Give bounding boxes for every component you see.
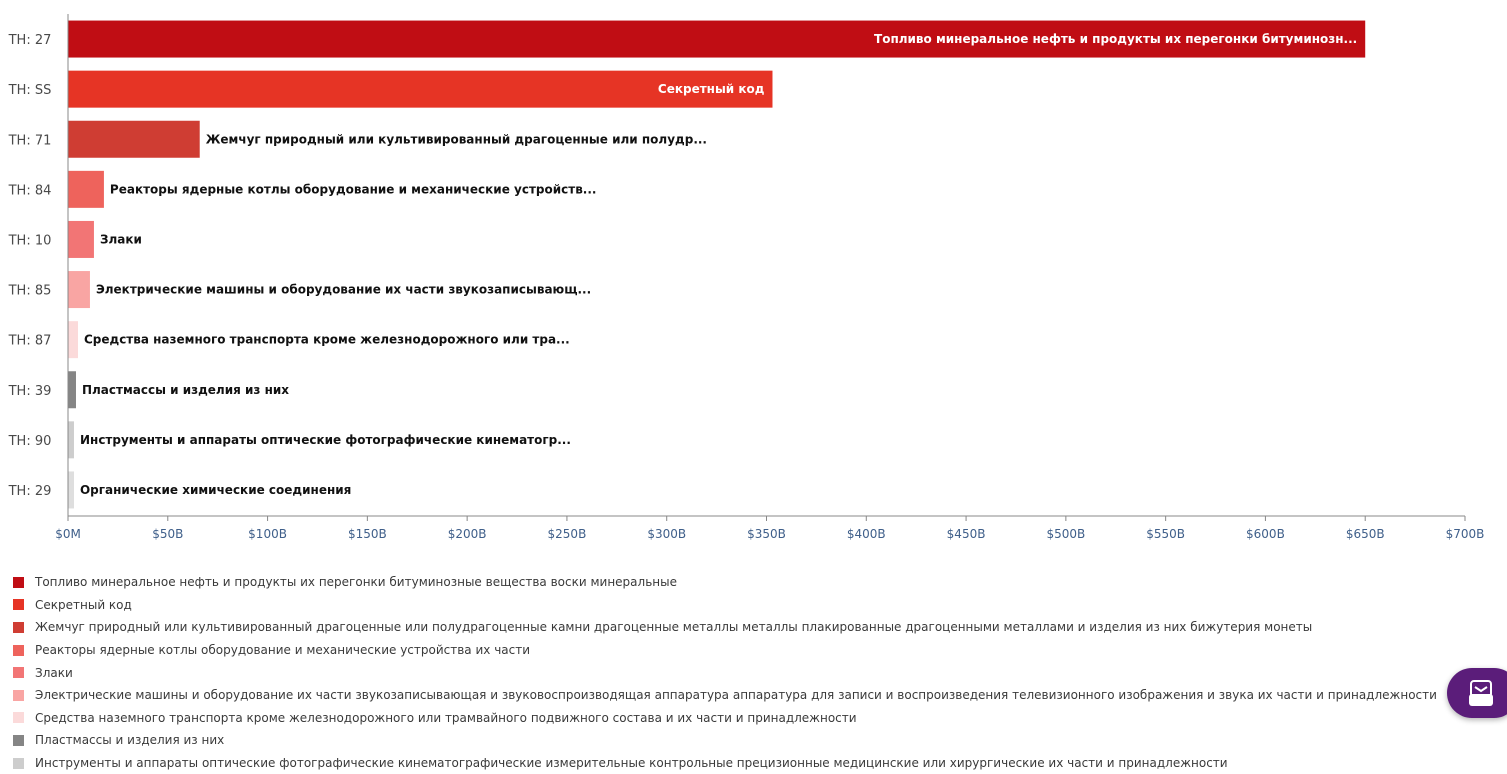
y-tick-label: TH: 87 — [8, 333, 52, 349]
bar-4[interactable] — [68, 171, 104, 208]
legend-label: Инструменты и аппараты оптические фотографические кинематографические измерительные контрольные прецизионные медицинские или хирургические их части и принадлежности — [35, 756, 1228, 771]
legend-item[interactable] — [13, 594, 1413, 617]
x-tick-label: $300B — [647, 527, 687, 541]
y-tick-label: TH: 27 — [8, 33, 52, 49]
bar-10[interactable] — [68, 471, 74, 508]
y-tick-label: TH: SS — [8, 83, 52, 99]
x-tick-label: $550B — [1146, 527, 1186, 541]
x-tick-label: $600B — [1246, 527, 1285, 541]
legend-label: Секретный код — [35, 597, 132, 612]
bar-label-9: Инструменты и аппараты оптические фотографические кинематогр... — [79, 432, 571, 447]
legend-swatch — [13, 599, 24, 610]
bar-label-2: Секретный код — [657, 82, 765, 97]
legend — [13, 571, 1437, 774]
y-tick-label: TH: 39 — [8, 383, 52, 399]
bar-3[interactable] — [68, 121, 200, 158]
x-tick-label: $650B — [1345, 527, 1385, 541]
legend-label: Жемчуг природный или культивированный драгоценные или полудрагоценные камни драгоценные металлы металлы плакированные драгоценными металлами и изделия из них бижутерия монеты — [35, 620, 1313, 635]
legend-item[interactable] — [13, 707, 1413, 730]
legend-label: Средства наземного транспорта кроме железнодорожного или трамвайного подвижного состава и их части и принадлежности — [35, 710, 857, 725]
x-tick-label: $400B — [846, 527, 886, 541]
bar-6[interactable] — [68, 271, 90, 308]
legend-item[interactable] — [13, 571, 1413, 594]
bar-label-5: Злаки — [99, 232, 142, 247]
y-tick-label: TH: 71 — [8, 133, 52, 149]
legend-label: Электрические машины и оборудование их части звукозаписывающая и звуковоспроизводящая аппаратура аппаратура для записи и воспроизведения телевизионного изображения и звука их части и принадлежности — [35, 688, 1437, 703]
x-tick-label: $250B — [547, 527, 587, 541]
x-tick-label: $350B — [747, 527, 786, 541]
x-tick-label: $50B — [152, 527, 184, 541]
legend-item[interactable] — [13, 729, 1413, 752]
chat-button[interactable] — [1447, 668, 1507, 718]
legend-item[interactable] — [13, 639, 1413, 662]
legend-item[interactable] — [13, 752, 1413, 774]
chat-icon — [1468, 678, 1496, 708]
y-tick-label: TH: 90 — [8, 433, 52, 449]
legend-swatch — [13, 735, 24, 746]
legend-swatch — [13, 577, 24, 588]
legend-swatch — [13, 712, 24, 723]
legend-label: Реакторы ядерные котлы оборудование и механические устройства их части — [35, 643, 531, 658]
legend-label: Злаки — [35, 665, 73, 680]
legend-label: Пластмассы и изделия из них — [35, 733, 225, 748]
x-tick-label: $200B — [447, 527, 487, 541]
x-tick-label: $100B — [248, 527, 287, 541]
x-tick-label: $500B — [1046, 527, 1086, 541]
bar-8[interactable] — [68, 371, 76, 408]
bar-9[interactable] — [68, 421, 74, 458]
bar-label-4: Реакторы ядерные котлы оборудование и механические устройств... — [109, 182, 597, 197]
legend-swatch — [13, 667, 24, 678]
bar-5[interactable] — [68, 221, 94, 258]
x-tick-label: $450B — [946, 527, 986, 541]
bar-label-6: Электрические машины и оборудование их части звукозаписывающ... — [95, 282, 592, 297]
legend-item[interactable] — [13, 684, 1437, 707]
x-tick-label: $150B — [347, 527, 387, 541]
bar-label-10: Органические химические соединения — [79, 482, 352, 497]
legend-swatch — [13, 645, 24, 656]
y-tick-label: TH: 10 — [8, 233, 52, 249]
y-tick-label: TH: 29 — [8, 483, 52, 499]
legend-swatch — [13, 622, 24, 633]
y-tick-label: TH: 84 — [8, 183, 52, 199]
bar-7[interactable] — [68, 321, 78, 358]
bar-label-7: Средства наземного транспорта кроме железнодорожного или тра... — [83, 332, 570, 347]
x-tick-label: $700B — [1445, 527, 1485, 541]
legend-item[interactable] — [13, 616, 1413, 639]
legend-item[interactable] — [13, 661, 1413, 684]
legend-swatch — [13, 690, 24, 701]
bar-label-3: Жемчуг природный или культивированный драгоценные или полудр... — [205, 132, 708, 147]
legend-label: Топливо минеральное нефть и продукты их перегонки битуминозные вещества воски минеральные — [35, 575, 677, 590]
x-tick-label: $0M — [55, 527, 81, 541]
bar-label-1: Топливо минеральное нефть и продукты их перегонки битуминозн... — [874, 32, 1358, 47]
bar-label-8: Пластмассы и изделия из них — [81, 382, 290, 397]
y-tick-label: TH: 85 — [8, 283, 52, 299]
